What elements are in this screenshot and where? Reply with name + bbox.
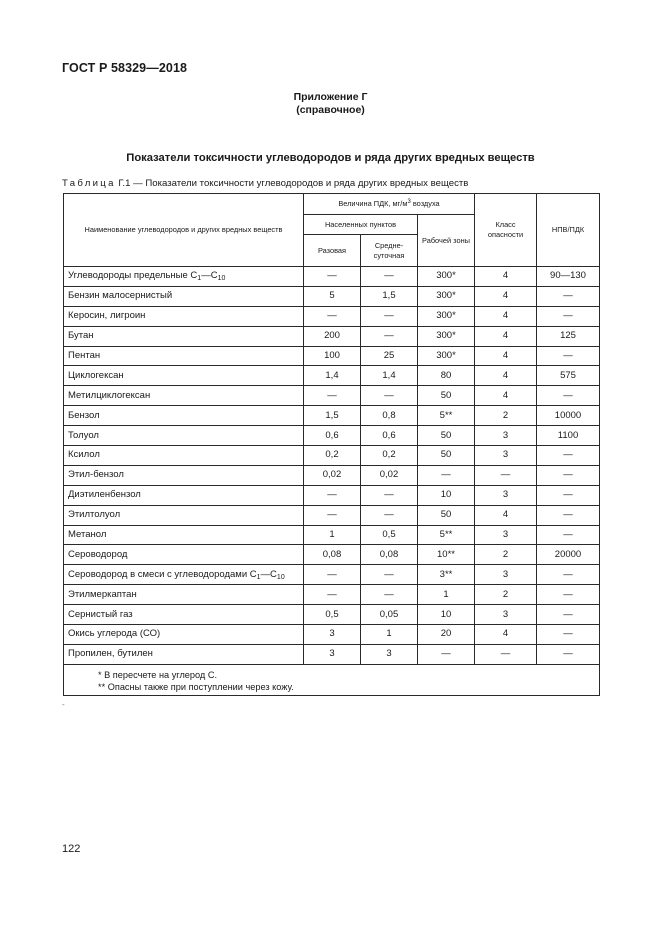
cell-workzone-pdk: 300* bbox=[418, 286, 475, 306]
substance-name: Керосин, лигроин bbox=[68, 310, 146, 322]
table-row bbox=[64, 386, 600, 406]
cell-substance-name bbox=[64, 286, 304, 306]
cell-single-pdk: 0,08 bbox=[304, 545, 361, 565]
cell-hazard-class: 3 bbox=[475, 485, 537, 505]
table-row bbox=[64, 545, 600, 565]
cell-substance-name bbox=[64, 625, 304, 645]
cell-npv-pdk: 575 bbox=[537, 366, 600, 386]
cell-daily-pdk: — bbox=[361, 267, 418, 287]
cell-daily-pdk: — bbox=[361, 585, 418, 605]
cell-npv-pdk: — bbox=[537, 585, 600, 605]
substance-name: Этил-бензол bbox=[68, 469, 124, 481]
header-pdk: Величина ПДК, $мг/м^3$ воздуха bbox=[304, 194, 475, 215]
cell-single-pdk: 1,5 bbox=[304, 406, 361, 426]
table-row bbox=[64, 346, 600, 366]
cell-npv-pdk: — bbox=[537, 565, 600, 585]
cell-workzone-pdk: 10** bbox=[418, 545, 475, 565]
header-settlements: Населенных пунктов bbox=[304, 215, 418, 235]
table-row bbox=[64, 267, 600, 287]
substance-name: Этилмеркаптан bbox=[68, 588, 137, 600]
standard-code: ГОСТ Р 58329—2018 bbox=[62, 61, 188, 75]
table-notes bbox=[64, 664, 600, 695]
cell-npv-pdk: — bbox=[537, 485, 600, 505]
cell-single-pdk: 0,02 bbox=[304, 465, 361, 485]
substance-name: Диэтиленбензол bbox=[68, 489, 141, 501]
cell-daily-pdk: 25 bbox=[361, 346, 418, 366]
formula-part: —С bbox=[201, 270, 218, 282]
cell-workzone-pdk: 1 bbox=[418, 585, 475, 605]
cell-npv-pdk: — bbox=[537, 306, 600, 326]
cell-substance-name bbox=[64, 485, 304, 505]
substance-name: Метилциклогексан bbox=[68, 389, 151, 401]
cell-daily-pdk: — bbox=[361, 326, 418, 346]
cell-npv-pdk: — bbox=[537, 346, 600, 366]
cell-workzone-pdk: — bbox=[418, 644, 475, 664]
appendix-heading bbox=[0, 91, 661, 117]
cell-single-pdk: 0,2 bbox=[304, 446, 361, 466]
cell-daily-pdk: 1 bbox=[361, 625, 418, 645]
cell-single-pdk: — bbox=[304, 565, 361, 585]
cell-npv-pdk: — bbox=[537, 625, 600, 645]
cell-single-pdk: 1,4 bbox=[304, 366, 361, 386]
table-row bbox=[64, 426, 600, 446]
cell-npv-pdk: — bbox=[537, 525, 600, 545]
cell-hazard-class: 3 bbox=[475, 565, 537, 585]
header-name: Наименование углеводородов и других вредных веществ bbox=[64, 194, 304, 267]
cell-substance-name bbox=[64, 505, 304, 525]
cell-daily-pdk: 0,5 bbox=[361, 525, 418, 545]
table-row bbox=[64, 446, 600, 466]
substance-name: Углеводороды предельные С bbox=[68, 270, 198, 282]
cell-workzone-pdk: 5** bbox=[418, 525, 475, 545]
cell-substance-name bbox=[64, 366, 304, 386]
toxicity-table bbox=[63, 193, 600, 696]
cell-npv-pdk: 90—130 bbox=[537, 267, 600, 287]
header-hazard-class: Класс опасности bbox=[475, 194, 537, 267]
cell-hazard-class: — bbox=[475, 465, 537, 485]
cell-hazard-class: 4 bbox=[475, 286, 537, 306]
substance-name: Сернистый газ bbox=[68, 608, 133, 620]
cell-hazard-class: — bbox=[475, 644, 537, 664]
table-row bbox=[64, 525, 600, 545]
appendix-subtitle: (справочное) bbox=[296, 104, 365, 116]
cell-substance-name bbox=[64, 525, 304, 545]
document-title: Показатели токсичности углеводородов и ряда других вредных веществ bbox=[126, 152, 535, 164]
notes-row bbox=[64, 664, 600, 695]
cell-hazard-class: 4 bbox=[475, 346, 537, 366]
substance-name: Бутан bbox=[68, 330, 94, 342]
cell-daily-pdk: 0,05 bbox=[361, 605, 418, 625]
cell-npv-pdk: — bbox=[537, 386, 600, 406]
cell-hazard-class: 3 bbox=[475, 525, 537, 545]
cell-npv-pdk: 20000 bbox=[537, 545, 600, 565]
cell-workzone-pdk: 50 bbox=[418, 505, 475, 525]
cell-substance-name bbox=[64, 644, 304, 664]
cell-substance-name bbox=[64, 346, 304, 366]
table-caption-separator: — bbox=[130, 178, 146, 189]
cell-daily-pdk: 0,6 bbox=[361, 426, 418, 446]
footnote: * В пересчете на углерод С. bbox=[98, 669, 218, 680]
cell-hazard-class: 4 bbox=[475, 505, 537, 525]
cell-daily-pdk: — bbox=[361, 565, 418, 585]
cell-npv-pdk: — bbox=[537, 465, 600, 485]
cell-single-pdk: 3 bbox=[304, 625, 361, 645]
subscript: 1 bbox=[197, 275, 202, 283]
cell-daily-pdk: 0,08 bbox=[361, 545, 418, 565]
footnote: ** Опасны также при поступлении через кожу. bbox=[98, 681, 294, 692]
cell-single-pdk: 1 bbox=[304, 525, 361, 545]
cell-npv-pdk: 1100 bbox=[537, 426, 600, 446]
cell-npv-pdk: — bbox=[537, 644, 600, 664]
cell-workzone-pdk: 10 bbox=[418, 605, 475, 625]
cell-substance-name bbox=[64, 426, 304, 446]
table-row bbox=[64, 465, 600, 485]
cell-workzone-pdk: 80 bbox=[418, 366, 475, 386]
cell-workzone-pdk: 20 bbox=[418, 625, 475, 645]
cell-substance-name bbox=[64, 446, 304, 466]
substance-name: Окись углерода (СО) bbox=[68, 628, 161, 640]
cell-single-pdk: — bbox=[304, 386, 361, 406]
cell-substance-name bbox=[64, 545, 304, 565]
cell-hazard-class: 4 bbox=[475, 306, 537, 326]
cell-workzone-pdk: 50 bbox=[418, 426, 475, 446]
page-number: 122 bbox=[62, 843, 81, 855]
header-single: Разовая bbox=[304, 235, 361, 267]
cell-single-pdk: 3 bbox=[304, 644, 361, 664]
substance-name: Сероводород bbox=[68, 548, 128, 560]
table-row bbox=[64, 406, 600, 426]
substance-name: Толуол bbox=[68, 429, 99, 441]
cell-hazard-class: 2 bbox=[475, 406, 537, 426]
header-workzone: Рабочей зоны bbox=[418, 215, 475, 267]
cell-substance-name bbox=[64, 267, 304, 287]
table-row bbox=[64, 625, 600, 645]
substance-name: Циклогексан bbox=[68, 369, 124, 381]
cell-workzone-pdk: 300* bbox=[418, 267, 475, 287]
table-row bbox=[64, 326, 600, 346]
cell-hazard-class: 2 bbox=[475, 585, 537, 605]
table-row bbox=[64, 585, 600, 605]
cell-hazard-class: 4 bbox=[475, 386, 537, 406]
cell-substance-name bbox=[64, 605, 304, 625]
table-row bbox=[64, 644, 600, 664]
cell-substance-name bbox=[64, 585, 304, 605]
cell-workzone-pdk: 50 bbox=[418, 446, 475, 466]
cell-hazard-class: 4 bbox=[475, 267, 537, 287]
table-caption-text: Показатели токсичности углеводородов и ряда других вредных веществ bbox=[145, 178, 469, 189]
cell-npv-pdk: — bbox=[537, 446, 600, 466]
table-row bbox=[64, 306, 600, 326]
formula-part: —С bbox=[260, 568, 277, 580]
cell-npv-pdk: — bbox=[537, 505, 600, 525]
cell-single-pdk: — bbox=[304, 585, 361, 605]
footer-mark: - bbox=[62, 700, 65, 709]
cell-workzone-pdk: 300* bbox=[418, 306, 475, 326]
substance-name: Пропилен, бутилен bbox=[68, 648, 153, 660]
cell-workzone-pdk: 300* bbox=[418, 326, 475, 346]
cell-single-pdk: 5 bbox=[304, 286, 361, 306]
substance-name: Бензин малосернистый bbox=[68, 290, 173, 302]
cell-daily-pdk: — bbox=[361, 386, 418, 406]
table-row bbox=[64, 485, 600, 505]
cell-npv-pdk: — bbox=[537, 286, 600, 306]
cell-daily-pdk: 3 bbox=[361, 644, 418, 664]
cell-daily-pdk: 0,2 bbox=[361, 446, 418, 466]
header-daily: Средне-суточная bbox=[361, 235, 418, 267]
cell-substance-name bbox=[64, 465, 304, 485]
cell-single-pdk: — bbox=[304, 485, 361, 505]
cell-substance-name bbox=[64, 306, 304, 326]
appendix-title: Приложение Г bbox=[293, 91, 368, 103]
cell-substance-name bbox=[64, 406, 304, 426]
substance-name: Этилтолуол bbox=[68, 509, 121, 521]
cell-workzone-pdk: 50 bbox=[418, 386, 475, 406]
cell-hazard-class: 4 bbox=[475, 326, 537, 346]
cell-daily-pdk: 1,4 bbox=[361, 366, 418, 386]
cell-hazard-class: 4 bbox=[475, 366, 537, 386]
subscript: 1 bbox=[256, 573, 261, 581]
cell-daily-pdk: 1,5 bbox=[361, 286, 418, 306]
table-caption-prefix: Таблица bbox=[62, 178, 116, 189]
table-row bbox=[64, 505, 600, 525]
cell-daily-pdk: 0,8 bbox=[361, 406, 418, 426]
table-row bbox=[64, 286, 600, 306]
substance-name: Бензол bbox=[68, 409, 100, 421]
subscript: 10 bbox=[217, 275, 226, 283]
table-caption-number: Г.1 bbox=[118, 178, 131, 189]
cell-daily-pdk: 0,02 bbox=[361, 465, 418, 485]
substance-name: Сероводород в смеси с углеводородами С bbox=[68, 568, 257, 580]
cell-single-pdk: 0,6 bbox=[304, 426, 361, 446]
table-caption bbox=[62, 178, 468, 189]
cell-daily-pdk: — bbox=[361, 485, 418, 505]
cell-daily-pdk: — bbox=[361, 505, 418, 525]
cell-single-pdk: — bbox=[304, 306, 361, 326]
cell-hazard-class: 3 bbox=[475, 605, 537, 625]
cell-hazard-class: 4 bbox=[475, 625, 537, 645]
cell-daily-pdk: — bbox=[361, 306, 418, 326]
cell-npv-pdk: — bbox=[537, 605, 600, 625]
cell-workzone-pdk: 300* bbox=[418, 346, 475, 366]
cell-hazard-class: 3 bbox=[475, 426, 537, 446]
cell-workzone-pdk: 3** bbox=[418, 565, 475, 585]
table-body bbox=[64, 267, 600, 696]
cell-substance-name bbox=[64, 326, 304, 346]
cell-npv-pdk: 10000 bbox=[537, 406, 600, 426]
cell-npv-pdk: 125 bbox=[537, 326, 600, 346]
cell-single-pdk: 0,5 bbox=[304, 605, 361, 625]
cell-single-pdk: 100 bbox=[304, 346, 361, 366]
substance-name: Пентан bbox=[68, 350, 101, 361]
substance-name: Метанол bbox=[68, 529, 107, 541]
cell-hazard-class: 2 bbox=[475, 545, 537, 565]
cell-workzone-pdk: — bbox=[418, 465, 475, 485]
table-row bbox=[64, 605, 600, 625]
subscript: 10 bbox=[276, 573, 285, 581]
cell-substance-name bbox=[64, 565, 304, 585]
cell-workzone-pdk: 5** bbox=[418, 406, 475, 426]
substance-name: Ксилол bbox=[68, 449, 100, 461]
cell-single-pdk: — bbox=[304, 267, 361, 287]
table-row bbox=[64, 366, 600, 386]
table-row bbox=[64, 565, 600, 585]
cell-substance-name bbox=[64, 386, 304, 406]
cell-single-pdk: 200 bbox=[304, 326, 361, 346]
header-npv-pdk: НПВ/ПДК bbox=[537, 194, 600, 267]
cell-hazard-class: 3 bbox=[475, 446, 537, 466]
cell-workzone-pdk: 10 bbox=[418, 485, 475, 505]
cell-single-pdk: — bbox=[304, 505, 361, 525]
